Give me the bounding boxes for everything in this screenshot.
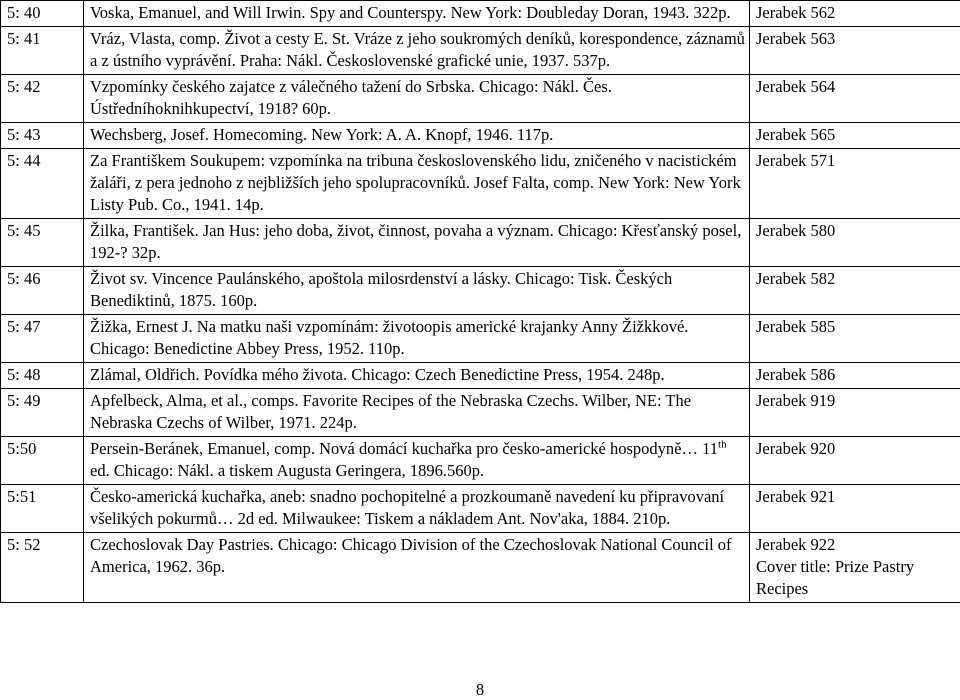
citation-text-part: ed. Chicago: Nákl. a tiskem Augusta Geringera, 1896.560p. xyxy=(90,461,485,480)
entry-number: 5: 46 xyxy=(1,267,84,315)
table-row xyxy=(1,27,960,75)
entry-call-number: Jerabek 564 xyxy=(750,75,960,123)
entry-number: 5: 43 xyxy=(1,123,84,149)
entry-number: 5: 42 xyxy=(1,75,84,123)
entry-number: 5: 45 xyxy=(1,219,84,267)
entry-number: 5: 41 xyxy=(1,27,84,75)
entry-call-number: Jerabek 585 xyxy=(750,315,960,363)
entry-number: 5: 48 xyxy=(1,363,84,389)
entry-call-number: Jerabek 920 xyxy=(750,437,960,485)
table-row xyxy=(1,533,960,603)
entry-number: 5:51 xyxy=(1,485,84,533)
entry-call-number: Jerabek 919 xyxy=(750,389,960,437)
entry-citation: Vzpomínky českého zajatce z válečného tažení do Srbska. Chicago: Nákl. Čes. Ústředníhoknihkupectví, 1918? 60p. xyxy=(84,75,750,123)
entry-number: 5: 44 xyxy=(1,149,84,219)
table-row xyxy=(1,75,960,123)
entry-number: 5: 40 xyxy=(1,1,84,27)
table-row xyxy=(1,363,960,389)
entry-call-number: Jerabek 565 xyxy=(750,123,960,149)
entry-citation: Žilka, František. Jan Hus: jeho doba, život, činnost, povaha a význam. Chicago: Křesťanský posel, 192-? 32p. xyxy=(84,219,750,267)
entry-call-number: Jerabek 921 xyxy=(750,485,960,533)
entry-call-number: Jerabek 571 xyxy=(750,149,960,219)
entry-citation: Život sv. Vincence Paulánského, apoštola milosrdenství a lásky. Chicago: Tisk. Českých Benediktinů, 1875. 160p. xyxy=(84,267,750,315)
entry-citation: Voska, Emanuel, and Will Irwin. Spy and Counterspy. New York: Doubleday Doran, 1943. 322p. xyxy=(84,1,750,27)
table-row xyxy=(1,1,960,27)
entry-citation: Wechsberg, Josef. Homecoming. New York: A. A. Knopf, 1946. 117p. xyxy=(84,123,750,149)
table-row xyxy=(1,149,960,219)
table-row xyxy=(1,485,960,533)
entry-call-number-cell xyxy=(750,533,960,603)
entry-number: 5: 47 xyxy=(1,315,84,363)
edition-superscript: th xyxy=(718,438,727,451)
entry-number: 5: 52 xyxy=(1,533,84,603)
table-row xyxy=(1,389,960,437)
call-number-note: Cover title: Prize Pastry Recipes xyxy=(756,557,915,598)
entry-citation: Apfelbeck, Alma, et al., comps. Favorite Recipes of the Nebraska Czechs. Wilber, NE: The Nebraska Czechs of Wilber, 1971. 224p. xyxy=(84,389,750,437)
entry-call-number: Jerabek 563 xyxy=(750,27,960,75)
entry-call-number: Jerabek 586 xyxy=(750,363,960,389)
entry-citation: Česko-americká kuchařka, aneb: snadno pochopitelné a prozkoumaně navedení ku připravovaní všelikých pokurmů… 2d ed. Milwaukee: Tiskem a nákladem Ant. Nov'aka, 1884. 210p. xyxy=(84,485,750,533)
entry-citation xyxy=(84,437,750,485)
table-row xyxy=(1,123,960,149)
entry-citation: Vráz, Vlasta, comp. Život a cesty E. St. Vráze z jeho soukromých deníků, korespondence, záznamů a z ústního vyprávění. Praha: Nákl. Československé grafické unie, 1937. 537p. xyxy=(84,27,750,75)
table-row xyxy=(1,437,960,485)
entry-citation: Za Františkem Soukupem: vzpomínka na tribuna československého lidu, zničeného v nacistickém žaláři, z pera jednoho z nejbližších jeho spolupracovníků. Josef Falta, comp. New York: New York Listy Pub. Co., 1941. 14p. xyxy=(84,149,750,219)
entry-citation: Zlámal, Oldřich. Povídka mého života. Chicago: Czech Benedictine Press, 1954. 248p. xyxy=(84,363,750,389)
table-row xyxy=(1,219,960,267)
entry-call-number: Jerabek 562 xyxy=(750,1,960,27)
entry-citation: Czechoslovak Day Pastries. Chicago: Chicago Division of the Czechoslovak National Council of America, 1962. 36p. xyxy=(84,533,750,603)
page-number: 8 xyxy=(475,680,485,699)
entry-number: 5: 49 xyxy=(1,389,84,437)
table-row xyxy=(1,315,960,363)
entry-call-number: Jerabek 582 xyxy=(750,267,960,315)
citation-text-part: Persein-Beránek, Emanuel, comp. Nová domácí kuchařka pro česko-americké hospodyně… 11 xyxy=(90,439,719,458)
entry-call-number: Jerabek 580 xyxy=(750,219,960,267)
table-row xyxy=(1,267,960,315)
entry-citation: Žižka, Ernest J. Na matku naši vzpomínám: životoopis americké krajanky Anny Žižkkové. Chicago: Benedictine Abbey Press, 1952. 110p. xyxy=(84,315,750,363)
entry-call-number: Jerabek 922 xyxy=(756,535,836,554)
entry-number: 5:50 xyxy=(1,437,84,485)
